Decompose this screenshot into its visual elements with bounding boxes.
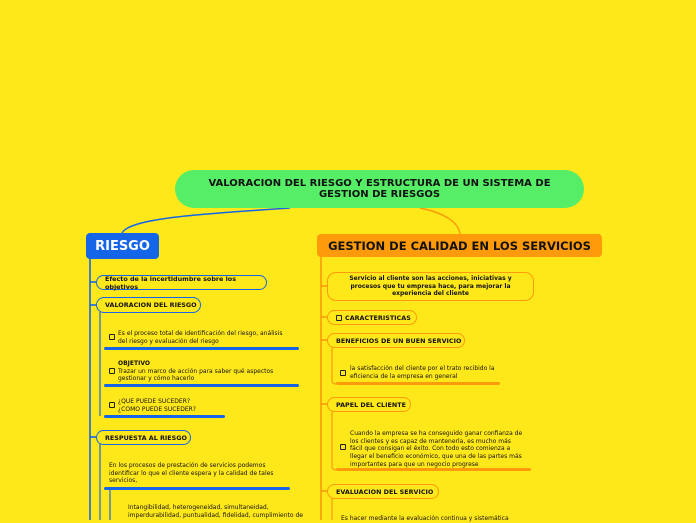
beneficios-label: BENEFICIOS DE UN BUEN SERVICIO — [336, 336, 462, 345]
riesgo-title: RIESGO — [95, 238, 150, 254]
respuesta-sub: Intangibilidad, heterogeneidad, simultaneidad, imperdurabilidad, puntualidad, fidelidad, cumplimiento de — [128, 504, 303, 519]
question-1: ¿QUE PUEDE SUCEDER? — [118, 398, 191, 405]
valoracion-node[interactable] — [96, 297, 201, 313]
evaluacion-text: Es hacer mediante la evaluación continua y sistemática — [341, 515, 509, 522]
respuesta-node[interactable] — [96, 430, 191, 445]
objetivo-text: Trazar un marco de acción para saber qué aspectos gestionar y cómo hacerlo — [118, 367, 274, 383]
task-checkbox[interactable] — [109, 402, 115, 408]
question-2: ¿COMO PUEDE SUCEDER? — [118, 405, 196, 413]
evaluacion-label: EVALUACION DEL SERVICIO — [336, 487, 434, 496]
beneficios-text: la satisfacción del cliente por el trato recibido la eficiencia de la empresa en general — [350, 365, 495, 380]
underline — [104, 347, 299, 350]
underline — [104, 384, 299, 387]
underline — [104, 487, 290, 490]
valoracion-label: VALORACION DEL RIESGO — [105, 301, 197, 309]
objetivo-item — [118, 360, 293, 383]
task-checkbox[interactable] — [340, 370, 346, 376]
riesgo-topic[interactable] — [86, 233, 159, 259]
task-checkbox[interactable] — [336, 315, 342, 321]
respuesta-text: En los procesos de prestación de servicios podemos identificar lo que el cliente espera y la calidad de tales servicios, — [109, 462, 274, 485]
task-checkbox[interactable] — [340, 444, 346, 450]
evaluacion-node[interactable] — [327, 484, 439, 499]
efecto-label: Efecto de la incertidumbre sobre los objetivos — [105, 274, 236, 291]
caracteristicas-node[interactable] — [327, 310, 417, 325]
intro-node[interactable] — [327, 272, 534, 301]
task-checkbox[interactable] — [109, 368, 115, 374]
papel-label: PAPEL DEL CLIENTE — [336, 400, 406, 409]
root-title: VALORACION DEL RIESGO Y ESTRUCTURA DE UN SISTEMA DE GESTION DE RIESGOS — [208, 178, 551, 200]
questions-item — [118, 398, 238, 413]
underline — [336, 382, 500, 385]
efecto-node[interactable] — [96, 275, 267, 290]
task-checkbox[interactable] — [109, 334, 115, 340]
gestion-topic[interactable] — [317, 234, 602, 257]
gestion-title: GESTION DE CALIDAD EN LOS SERVICIOS — [328, 238, 591, 253]
intro-label: Servicio al cliente son las acciones, iniciativas y procesos que tu empresa hace, para mejorar la experiencia del cliente — [349, 275, 512, 298]
papel-text: Cuando la empresa se ha conseguido ganar confianza de los clientes y es capaz de mantenerla, es mucho más fácil que consigan el éxito. Con todo esto comienza a llegar el beneficio económico, que una de las partes más importantes para que un negocio progrese — [350, 430, 523, 468]
underline — [104, 415, 225, 418]
respuesta-label: RESPUESTA AL RIESGO — [105, 433, 187, 442]
caracteristicas-label: CARACTERISTICAS — [345, 313, 411, 322]
objetivo-heading: OBJETIVO — [118, 360, 150, 367]
beneficios-node[interactable] — [327, 333, 465, 348]
valoracion-item-1: Es el proceso total de identificación del riesgo, análisis del riesgo y evaluación del riesgo — [118, 330, 283, 345]
underline — [336, 468, 531, 471]
papel-node[interactable] — [327, 397, 411, 412]
root-topic[interactable] — [175, 170, 584, 208]
